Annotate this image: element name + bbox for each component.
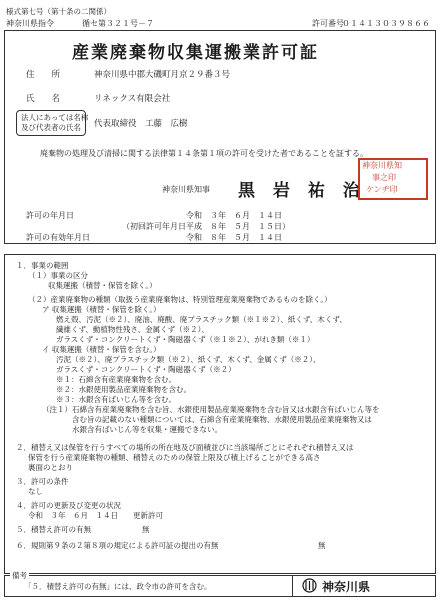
type-a-line-2: 繊維くず、動植物性残さ、金属くず（※２）、 xyxy=(56,325,209,334)
note-2: ※２：水銀使用製品産業廃棄物を含む。 xyxy=(56,385,191,394)
business-category: 収集運搬（積替・保管を除く。） xyxy=(48,281,157,290)
representative-label-2: 及び代表者の氏名 xyxy=(21,123,81,132)
address-value: 神奈川県中郡大磯町月京２９番３号 xyxy=(94,70,231,80)
note-3: ※３：水銀含有ばいじん等を含む。 xyxy=(56,395,176,404)
issuer-short: 神奈川県指令 xyxy=(6,19,54,28)
governor-label: 神奈川県知事 xyxy=(162,185,210,194)
expiry-date-label: 許可の有効年月日 xyxy=(26,233,90,242)
prefecture-name: 神奈川県 xyxy=(322,580,371,594)
form-number: 様式第七号（第十条の二関係） xyxy=(6,7,111,16)
initial-date: 平成 ８年 ５月 １５日） xyxy=(186,222,290,231)
expiry-date: 令和 ８年 ５月 １４日 xyxy=(186,233,282,242)
initial-date-label: （初回許可年月日 xyxy=(122,222,186,231)
transfer-permit-value: 無 xyxy=(142,525,150,534)
representative-value: 代表取締役 工藤 広樹 xyxy=(94,119,188,129)
scope-heading: １．事業の範囲 xyxy=(16,261,69,270)
storage-heading-1: ２．積替え又は保管を行うすべての場所の所在地及び面積並びに当該場所ごとにそれぞれ積替え又は xyxy=(16,443,354,452)
prefecture-emblem-icon xyxy=(302,578,317,593)
storage-heading-2: 保管を行う産業廃棄物の種類、積替えのための保管上限及び積上げることができる高さ xyxy=(28,453,321,462)
transfer-permit-heading: ５．積替え許可の有無 xyxy=(16,525,91,534)
name-label: 氏 名 xyxy=(26,94,61,104)
conditions-value: なし xyxy=(28,487,43,496)
caution-line-2: 含む旨の記載のない種類については、石綿含有産業廃棄物、水銀使用製品産業廃棄物又は xyxy=(72,415,372,424)
conditions-heading: ３．許可の条件 xyxy=(16,477,69,486)
waste-types-heading: （２）産業廃棄物の種類（取扱う産業廃棄物は、特別管理産業廃棄物であるものを除く。） xyxy=(28,295,332,304)
renewal-value: 令和 ３年 ６月 １４日 更新許可 xyxy=(28,511,163,520)
business-category-heading: （１）事業の区分 xyxy=(28,271,88,280)
storage-value: 裏面のとおり xyxy=(28,463,73,472)
caution-line-1: （注１）石綿含有産業廃棄物を含む旨、水銀使用製品産業廃棄物を含む旨又は水銀含有ばいじん等を xyxy=(42,405,380,414)
submission-value: 無 xyxy=(318,541,326,550)
submission-heading: ６．規則第９条の２第８項の規定による許可証の提出の有無 xyxy=(16,541,219,550)
type-a-line-1: 燃え殻、汚泥（※２）、廃油、廃酸、廃プラスチック類（※１※２）、紙くず、木くず、 xyxy=(56,315,347,324)
caution-line-3: 水銀含有ばいじん等を収集・運搬できない。 xyxy=(72,425,222,434)
note-1: ※１：石綿含有産業廃棄物を含む。 xyxy=(56,375,176,384)
footer-divider xyxy=(292,575,293,596)
type-a-heading: ア 収集運搬（積替・保管を除く。） xyxy=(42,305,161,314)
issue-date-label: 許可の年月日 xyxy=(26,211,74,220)
type-b-heading: イ 収集運搬（積替・保管を含む。） xyxy=(42,345,161,354)
remarks-text: 「５．積替え許可の有無」には、政令市の許可を含む。 xyxy=(24,582,212,591)
seal-text-2: 事之印 xyxy=(372,173,396,182)
doc-number: 循セ第３２１号－７ xyxy=(82,19,154,28)
remarks-label: 備考 xyxy=(12,571,27,580)
certification-statement: 廃棄物の処理及び清掃に関する法律第１４条第１項の許可を受けた者であることを証する。 xyxy=(40,149,368,158)
governor-name: 黒 岩 祐 治 xyxy=(238,181,366,201)
name-value: リネックス有限会社 xyxy=(94,94,171,104)
type-b-line-2: ガラスくず・コンクリートくず・陶磁器くず（※２） xyxy=(56,365,236,374)
seal-text-1: 神奈川県知 xyxy=(362,161,402,170)
permit-number: ０１４１３０３９８６６ xyxy=(342,19,430,28)
renewal-heading: ４．許可の更新及び変更の状況 xyxy=(16,501,121,510)
type-b-line-1: 汚泥（※２）、廃プラスチック類（※２）、紙くず、木くず、金属くず（※２）、 xyxy=(56,355,321,364)
document-title: 産業廃棄物収集運搬業許可証 xyxy=(72,43,319,63)
permit-number-label: 許可番号 xyxy=(312,19,344,28)
issue-date: 令和 ３年 ６月 １４日 xyxy=(186,211,282,220)
type-a-line-3: ガラスくず・コンクリートくず・陶磁器くず（※１※２）、がれき類（※１） xyxy=(56,335,315,344)
address-label: 住 所 xyxy=(26,70,61,80)
seal-text-3: ケンヂ印 xyxy=(366,185,398,194)
representative-label-1: 法人にあっては名称 xyxy=(21,113,89,122)
